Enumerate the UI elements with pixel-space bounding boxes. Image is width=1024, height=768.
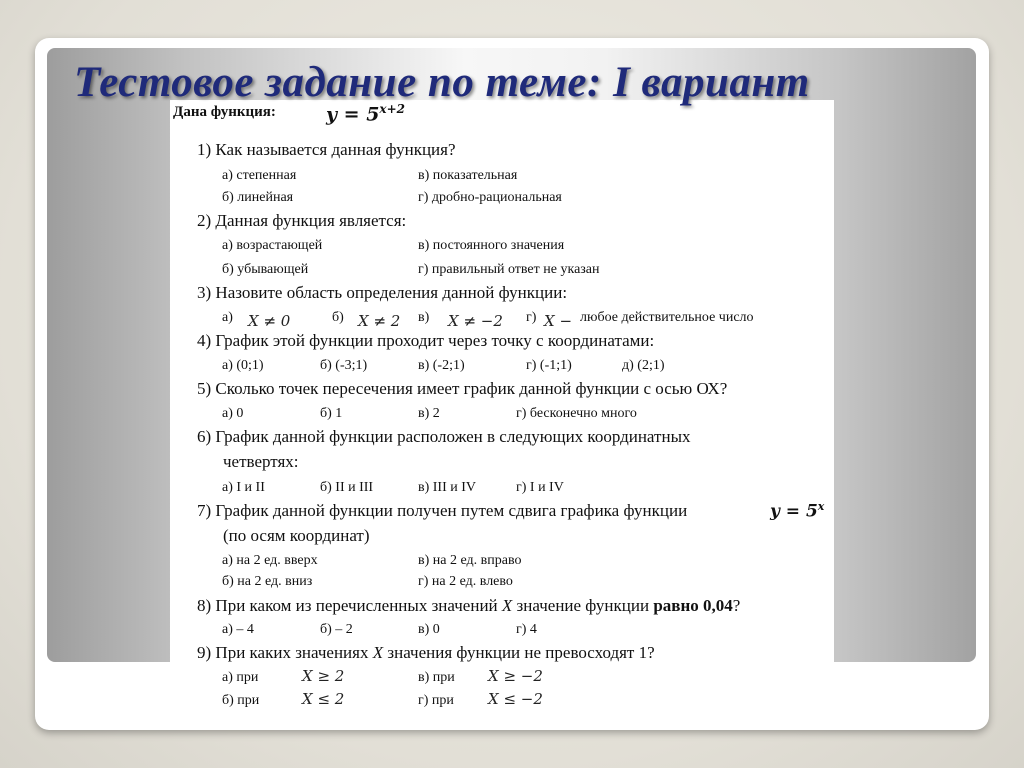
q3-option-g-label: г) bbox=[526, 310, 537, 325]
q6-option-g: г) I и IV bbox=[516, 480, 564, 495]
q7-option-g: г) на 2 ед. влево bbox=[418, 574, 513, 589]
q2-option-a: а) возрастающей bbox=[222, 238, 323, 253]
q6-option-b: б) II и III bbox=[320, 480, 374, 495]
q7-option-b: б) на 2 ед. вниз bbox=[222, 574, 313, 589]
q3-option-v-label: в) bbox=[418, 310, 430, 325]
question-2: 2) Данная функция является: bbox=[197, 211, 407, 230]
q1-option-v: в) показательная bbox=[418, 168, 518, 183]
q3-option-a-value: X ≠ 0 bbox=[248, 312, 291, 330]
question-4: 4) График этой функции проходит через точку с координатами: bbox=[197, 331, 655, 350]
q2-option-b: б) убывающей bbox=[222, 262, 309, 277]
q4-option-b: б) (-3;1) bbox=[320, 358, 368, 373]
q4-option-v: в) (-2;1) bbox=[418, 358, 465, 373]
given-formula: $y = 5^{x+2}$ bbox=[326, 102, 405, 126]
q3-option-b-value: X ≠ 2 bbox=[358, 312, 401, 330]
q8-option-g: г) 4 bbox=[516, 622, 537, 637]
q5-option-b: б) 1 bbox=[320, 406, 343, 421]
q1-option-g: г) дробно-рациональная bbox=[418, 190, 562, 205]
question-1: 1) Как называется данная функция? bbox=[197, 140, 456, 159]
q8-option-a: а) – 4 bbox=[222, 622, 254, 637]
q6-option-v: в) III и IV bbox=[418, 480, 477, 495]
question-7-line-2: (по осям координат) bbox=[223, 526, 370, 545]
q9-option-g-value: X ≤ −2 bbox=[488, 690, 543, 708]
q3-option-b-label: б) bbox=[332, 310, 344, 325]
question-9: 9) При каких значениях X значения функции не превосходят 1? bbox=[197, 643, 655, 662]
question-3: 3) Назовите область определения данной функции: bbox=[197, 283, 568, 302]
q2-option-v: в) постоянного значения bbox=[418, 238, 565, 253]
question-7-line-1: 7) График данной функции получен путем сдвига графика функции bbox=[197, 501, 688, 520]
q3-option-v-value: X ≠ −2 bbox=[448, 312, 503, 330]
q9-option-b-label: б) при bbox=[222, 693, 260, 708]
q2-option-g: г) правильный ответ не указан bbox=[418, 262, 600, 277]
q3-option-g-text: любое действительное число bbox=[580, 310, 754, 325]
q7-option-a: а) на 2 ед. вверх bbox=[222, 553, 318, 568]
q9-option-g-label: г) при bbox=[418, 693, 454, 708]
test-sheet bbox=[170, 100, 834, 720]
q4-option-a: а) (0;1) bbox=[222, 358, 264, 373]
q4-option-g: г) (-1;1) bbox=[526, 358, 572, 373]
question-8: 8) При каком из перечисленных значений X значение функции равно 0,04? bbox=[197, 596, 741, 615]
q1-option-a: а) степенная bbox=[222, 168, 297, 183]
q9-option-a-label: а) при bbox=[222, 670, 259, 685]
q8-option-b: б) – 2 bbox=[320, 622, 353, 637]
q1-option-b: б) линейная bbox=[222, 190, 294, 205]
q5-option-a: а) 0 bbox=[222, 406, 244, 421]
q3-option-g-value: X − bbox=[544, 312, 573, 330]
slide-title: Тестовое задание по теме: I вариант bbox=[74, 59, 810, 106]
q5-option-v: в) 2 bbox=[418, 406, 440, 421]
q3-option-a-label: а) bbox=[222, 310, 233, 325]
question-5: 5) Сколько точек пересечения имеет график данной функции с осью ОХ? bbox=[197, 379, 728, 398]
q6-option-a: а) I и II bbox=[222, 480, 265, 495]
q9-option-b-value: X ≤ 2 bbox=[302, 690, 345, 708]
question-6-line-1: 6) График данной функции расположен в следующих координатных bbox=[197, 427, 691, 446]
q9-option-v-value: X ≥ −2 bbox=[488, 667, 543, 685]
q4-option-d: д) (2;1) bbox=[622, 358, 665, 373]
question-6-line-2: четвертях: bbox=[223, 452, 299, 471]
q5-option-g: г) бесконечно много bbox=[516, 406, 637, 421]
given-label: Дана функция: bbox=[173, 104, 276, 120]
q9-option-a-value: X ≥ 2 bbox=[302, 667, 345, 685]
q8-option-v: в) 0 bbox=[418, 622, 440, 637]
q7-option-v: в) на 2 ед. вправо bbox=[418, 553, 522, 568]
q9-option-v-label: в) при bbox=[418, 670, 455, 685]
q7-formula: $y = 5^x$ bbox=[770, 500, 825, 522]
